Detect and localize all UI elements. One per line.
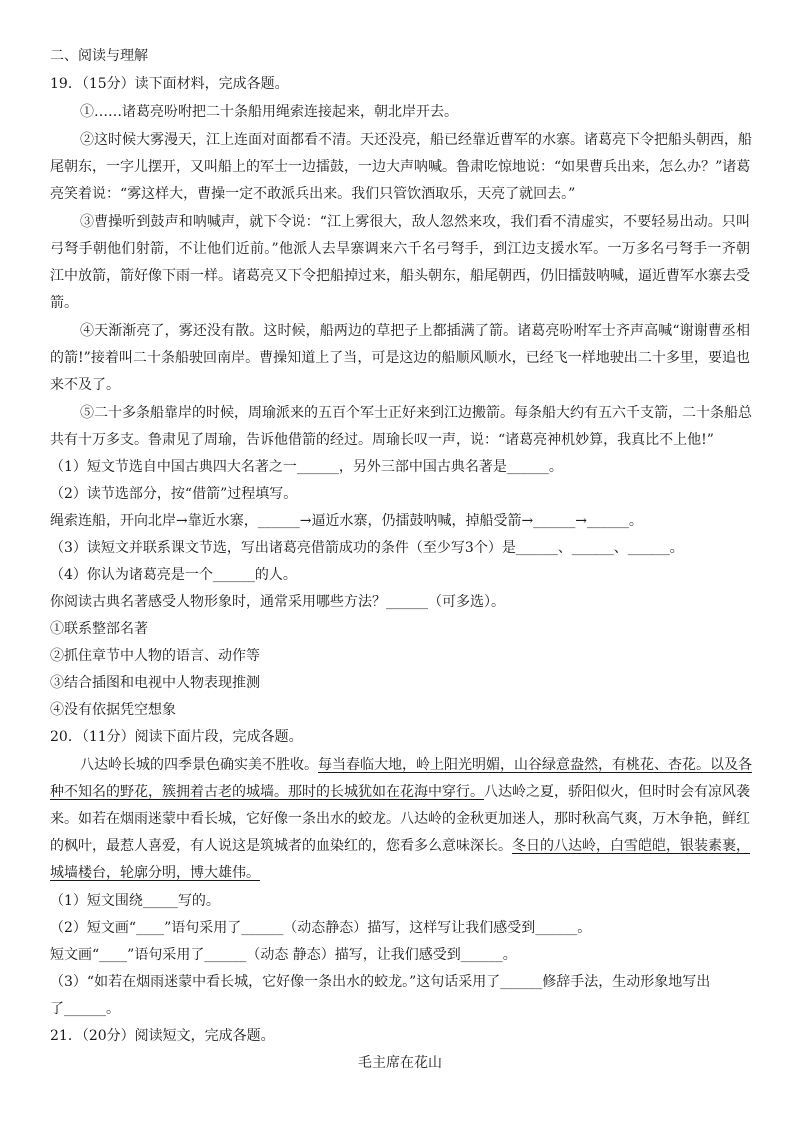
q20-para-line <box>50 782 750 803</box>
q19-option-1: ①联系整部名著 <box>50 621 148 637</box>
q20-question-3: （3）“如若在烟雨迷蒙中看长城，它好像一条出水的蛟龙。”这句话采用了______修辞手法，生动形象地写出 <box>50 974 711 990</box>
q20-underlined-sentence-spring: 种不知名的野花，簇拥着古老的城墙。那时的长城犹如在花海中穿行。 <box>50 784 484 800</box>
q19-para-5-line: ⑤二十多条船靠岸的时候，周瑜派来的五百个军士正好来到江边搬箭。每条船大约有五六千支箭，二十条船总 <box>80 405 752 421</box>
q19-para-2-line: 尾朝东，一字儿摆开，又叫船上的军士一边擂鼓，一边大声呐喊。鲁肃吃惊地说：“如果曹兵出来，怎么办？”诸葛 <box>50 159 751 175</box>
q20-question-1: （1）短文围绕_____写的。 <box>50 893 220 909</box>
q19-para-4-line: 来不及了。 <box>50 377 120 393</box>
q20-para-line: 来。如若在烟雨迷蒙中看长城，它好像一条出水的蛟龙。八达岭的金秋更加迷人，那时秋高气爽，万木争艳，鲜红 <box>50 811 750 827</box>
q20-question-3-continued: 了______。 <box>50 1001 120 1017</box>
q19-question-2-answer-line: 绳索连船，开向北岸→靠近水寨，______→逼近水寨，仍擂鼓呐喊，掉船受箭→______→______。 <box>50 513 643 529</box>
q19-para-3-line: 弓弩手朝他们射箭，不让他们近前。”他派人去旱寨调来六千名弓弩手，到江边支援水军。一万多名弓弩手一齐朝 <box>50 241 750 257</box>
q20-underlined-sentence-winter: 冬日的八达岭，白雪皑皑，银装素裹， <box>512 838 750 854</box>
q19-para-3-line: 箭。 <box>50 295 78 311</box>
q19-question-2: （2）读节选部分，按“借箭”过程填写。 <box>50 486 298 502</box>
q19-para-2-line: ②这时候大雾漫天，江上连面对面都看不清。天还没亮，船已经靠近曹军的水寨。诸葛亮下令把船头朝西，船 <box>80 132 752 148</box>
q20-para-line <box>50 836 750 857</box>
q21-passage-title: 毛主席在花山 <box>358 1055 442 1071</box>
q20-para-text: 八达岭长城的四季景色确实美不胜收。 <box>80 757 318 773</box>
q21-header: 21．（20分）阅读短文，完成各题。 <box>50 1028 275 1044</box>
q19-para-4-line: 的箭!”接着叫二十条船驶回南岸。曹操知道上了当，可是这边的船顺风顺水，已经飞一样地驶出二十多里，要追也 <box>50 350 750 366</box>
q19-para-1-line: ①……诸葛亮吩咐把二十条船用绳索连接起来，朝北岸开去。 <box>80 104 458 120</box>
q20-para-line <box>50 863 750 884</box>
q20-underlined-sentence-spring: 每当春临大地，岭上阳光明媚，山谷绿意盎然，有桃花、杏花。以及各 <box>318 757 752 773</box>
q19-option-4: ④没有依据凭空想象 <box>50 702 176 718</box>
q19-question-4: （4）你认为诸葛亮是一个______的人。 <box>50 567 297 583</box>
section-title: 二、阅读与理解 <box>50 48 148 64</box>
q20-para-text: 八达岭之夏，骄阳似火，但时时会有凉风袭 <box>484 784 750 800</box>
q19-para-5-line: 共有十万多支。鲁肃见了周瑜，告诉他借箭的经过。周瑜长叹一声，说：“诸葛亮神机妙算，我真比不上他!” <box>50 432 714 448</box>
q19-question-3: （3）读短文并联系课文节选，写出诸葛亮借箭成功的条件（至少写3个）是______、______、______。 <box>50 540 684 556</box>
q19-option-2: ②抓住章节中人物的语言、动作等 <box>50 648 260 664</box>
q20-underlined-sentence-winter: 城墙楼台，轮廓分明，博大雄伟。 <box>50 865 260 881</box>
q19-para-4-line: ④天渐渐亮了，雾还没有散。这时候，船两边的草把子上都插满了箭。诸葛亮吩咐军士齐声高喊“谢谢曹丞相 <box>80 323 750 339</box>
q20-para-line <box>80 755 750 776</box>
q19-question-1: （1）短文节选自中国古典四大名著之一______，另外三部中国古典名著是______。 <box>50 459 563 475</box>
q20-question-2-followup: 短文画“____”语句采用了______（动态 静态）描写，让我们感受到______。 <box>50 947 517 963</box>
q20-question-2: （2）短文画“____”语句采用了______（动态静态）描写，这样写让我们感受到______。 <box>50 920 592 936</box>
q19-option-3: ③结合插图和电视中人物表现推测 <box>50 675 260 691</box>
q19-para-3-line: ③曹操听到鼓声和呐喊声，就下令说：“江上雾很大，敌人忽然来攻，我们看不清虚实，不要轻易出动。只叫 <box>80 214 750 230</box>
q20-header: 20．（11分）阅读下面片段，完成各题。 <box>50 729 303 745</box>
q19-para-3-line: 江中放箭，箭好像下雨一样。诸葛亮又下令把船掉过来，船头朝东，船尾朝西，仍旧擂鼓呐喊，逼近曹军水寨去受 <box>50 268 750 284</box>
q20-para-text: 的枫叶，最惹人喜爱，有人说这是筑城者的血染红的，您看多么意味深长。 <box>50 838 512 854</box>
q19-question-4-followup: 你阅读古典名著感受人物形象时，通常采用哪些方法？______（可多选）。 <box>50 594 505 610</box>
q19-header: 19．（15分）读下面材料，完成各题。 <box>50 76 289 92</box>
q19-para-2-line: 亮笑着说：“雾这样大，曹操一定不敢派兵出来。我们只管饮酒取乐，天亮了就回去。” <box>50 186 576 202</box>
